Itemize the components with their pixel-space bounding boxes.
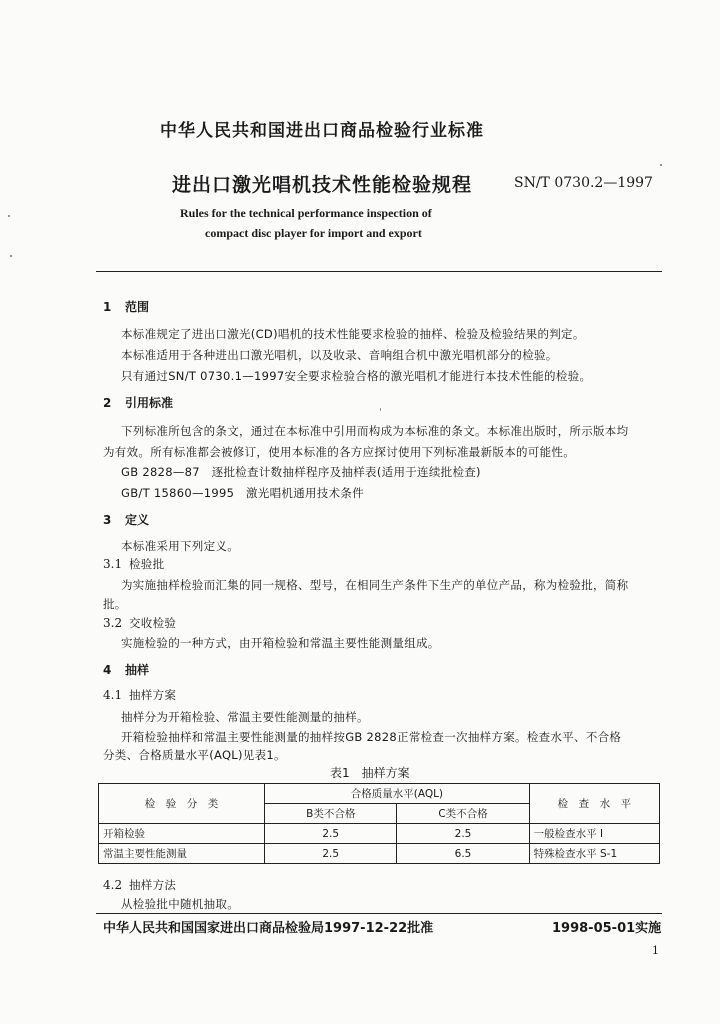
reference-item: GB 2828—87 逐批检查计数抽样程序及抽样表(适用于连续批检查) bbox=[121, 465, 481, 479]
footer-divider bbox=[96, 913, 662, 914]
paragraph: 分类、合格质量水平(AQL)见表1。 bbox=[103, 748, 286, 762]
section-3-heading bbox=[103, 511, 149, 528]
subsection-4-2-heading bbox=[103, 877, 176, 893]
english-title-line1: Rules for the technical performance inspection of bbox=[180, 206, 432, 220]
document-title: 进出口激光唱机技术性能检验规程 bbox=[172, 174, 473, 196]
subsection-number: 4.1 bbox=[103, 688, 123, 702]
paragraph: 下列标准所包含的条文，通过在本标准中引用而构成为本标准的条文。本标准出版时，所示版本均 bbox=[121, 424, 629, 438]
row-level: 一般检查水平 I bbox=[529, 824, 659, 844]
section-number: 1 bbox=[103, 300, 112, 314]
scan-speck bbox=[660, 164, 662, 166]
scan-speck bbox=[10, 255, 12, 257]
paragraph: 抽样分为开箱检验、常温主要性能测量的抽样。 bbox=[121, 710, 369, 724]
section-title: 定义 bbox=[125, 513, 150, 527]
table-row bbox=[99, 824, 660, 844]
paragraph: 本标准采用下列定义。 bbox=[121, 539, 239, 553]
standard-code: SN/T 0730.2—1997 bbox=[514, 175, 653, 191]
subsection-4-1-heading bbox=[103, 687, 176, 703]
paragraph: 只有通过SN/T 0730.1—1997安全要求检验合格的激光唱机才能进行本技术性能的检验。 bbox=[121, 369, 592, 383]
reference-item: GB/T 15860—1995 激光唱机通用技术条件 bbox=[121, 486, 365, 500]
header-divider bbox=[96, 271, 662, 272]
subsection-title: 检验批 bbox=[129, 557, 165, 571]
section-4-heading bbox=[103, 661, 149, 678]
subsection-title: 抽样方案 bbox=[129, 688, 177, 702]
row-aql-b: 2.5 bbox=[265, 844, 397, 864]
subsection-title: 抽样方法 bbox=[129, 878, 177, 892]
paragraph: 从检验批中随机抽取。 bbox=[121, 897, 239, 911]
paragraph: 本标准规定了进出口激光(CD)唱机的技术性能要求检验的抽样、检验及检验结果的判定。 bbox=[121, 327, 585, 341]
header-aql: 合格质量水平(AQL) bbox=[265, 784, 530, 804]
section-title: 抽样 bbox=[125, 663, 150, 677]
standard-category-header: 中华人民共和国进出口商品检验行业标准 bbox=[160, 121, 484, 141]
section-title: 引用标准 bbox=[125, 396, 174, 410]
subsection-3-1-heading bbox=[103, 556, 164, 572]
paragraph: 实施检验的一种方式，由开箱检验和常温主要性能测量组成。 bbox=[121, 636, 440, 650]
subsection-number: 3.1 bbox=[103, 557, 123, 571]
row-aql-b: 2.5 bbox=[265, 824, 397, 844]
paragraph: 批。 bbox=[103, 597, 127, 611]
paragraph: 开箱检验抽样和常温主要性能测量的抽样按GB 2828正常检查一次抽样方案。检查水平、不合格 bbox=[121, 730, 622, 744]
header-class-b: B类不合格 bbox=[265, 804, 397, 824]
english-title-line2: compact disc player for import and export bbox=[205, 226, 422, 240]
header-inspection-level: 检 查 水 平 bbox=[529, 784, 659, 824]
row-aql-c: 6.5 bbox=[397, 844, 529, 864]
header-class-c: C类不合格 bbox=[397, 804, 529, 824]
section-number: 2 bbox=[103, 396, 112, 410]
page-number: 1 bbox=[652, 944, 659, 957]
section-number: 4 bbox=[103, 663, 112, 677]
header-inspection-class: 检 验 分 类 bbox=[99, 784, 265, 824]
section-2-heading bbox=[103, 394, 173, 411]
row-level: 特殊检查水平 S-1 bbox=[529, 844, 659, 864]
table-caption: 表1 抽样方案 bbox=[330, 766, 410, 780]
paragraph: 为有效。所有标准都会被修订，使用本标准的各方应探讨使用下列标准最新版本的可能性。 bbox=[103, 445, 575, 459]
scan-speck bbox=[8, 215, 10, 217]
row-name: 开箱检验 bbox=[99, 824, 265, 844]
row-name: 常温主要性能测量 bbox=[99, 844, 265, 864]
paragraph: 本标准适用于各种进出口激光唱机，以及收录、音响组合机中激光唱机部分的检验。 bbox=[121, 348, 558, 362]
subsection-title: 交收检验 bbox=[129, 616, 177, 630]
approval-note: 中华人民共和国国家进出口商品检验局1997-12-22批准 bbox=[103, 921, 434, 936]
table-row bbox=[99, 844, 660, 864]
subsection-number: 4.2 bbox=[103, 878, 123, 892]
section-1-heading bbox=[103, 298, 149, 315]
sampling-plan-table bbox=[98, 783, 660, 864]
section-title: 范围 bbox=[125, 300, 150, 314]
subsection-number: 3.2 bbox=[103, 616, 123, 630]
row-aql-c: 2.5 bbox=[397, 824, 529, 844]
section-number: 3 bbox=[103, 513, 112, 527]
scan-speck bbox=[380, 408, 381, 411]
paragraph: 为实施抽样检验而汇集的同一规格、型号，在相同生产条件下生产的单位产品，称为检验批，简称 bbox=[121, 578, 629, 592]
effective-date: 1998-05-01实施 bbox=[552, 921, 662, 936]
subsection-3-2-heading bbox=[103, 615, 176, 631]
